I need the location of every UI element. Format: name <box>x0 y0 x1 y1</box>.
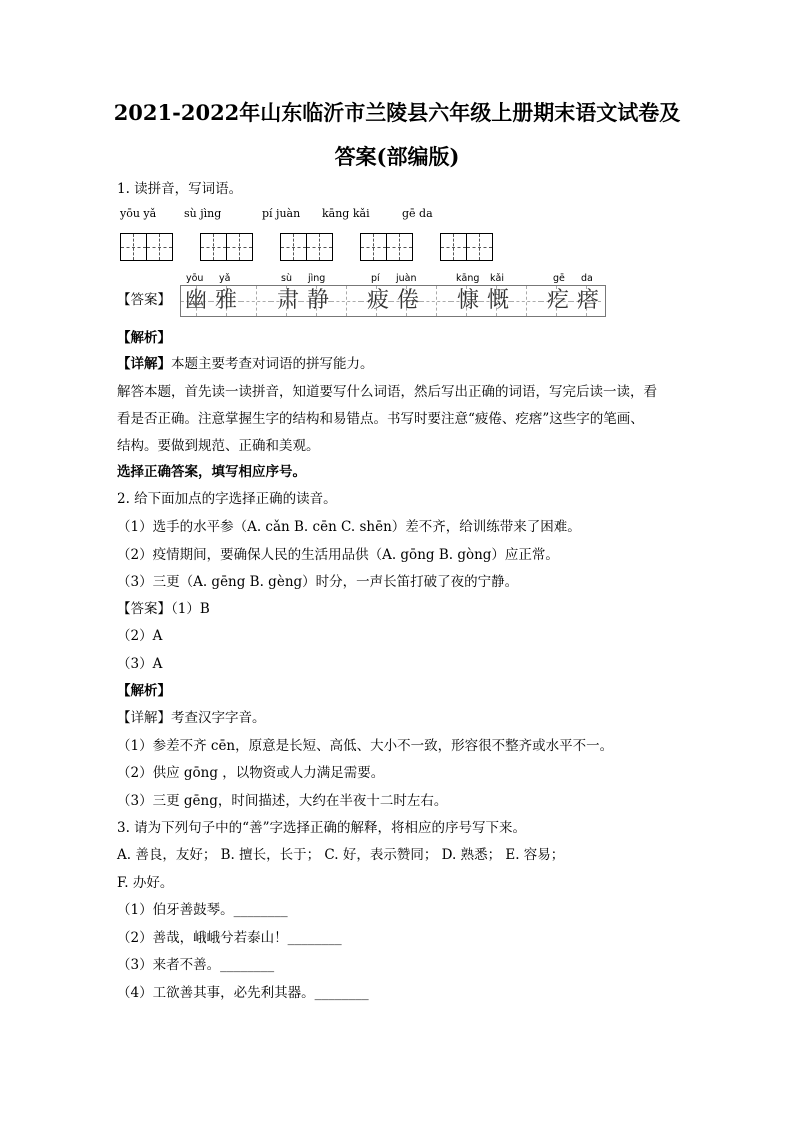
q1-answer-pinyin-3: sù <box>281 273 292 284</box>
q2-item-1: （1）选手的水平参（A. cǎn B. cēn C. shēn）差不齐，给训练带来了困难。 <box>117 519 581 535</box>
q1-answer-pinyin-8: kǎi <box>490 273 504 284</box>
q3-options-line-1: A. 善良，友好； B. 擅长，长于； C. 好，表示赞同； D. 熟悉； E. 容易； <box>117 847 565 863</box>
document-title-line2: 答案(部编版) <box>334 144 460 169</box>
q2-answer-3: （3）A <box>117 656 163 672</box>
q1-answer-char-3: 肃 <box>276 288 299 313</box>
q2-stem: 2. 给下面加点的字选择正确的读音。 <box>117 491 337 507</box>
q1-answer-char-9: 疙 <box>546 288 569 313</box>
q1-pinyin-3: pí juàn <box>262 207 301 220</box>
q1-answer-grid <box>180 285 606 317</box>
q1-answer-char-8: 慨 <box>486 288 509 313</box>
q1-answer-pinyin-9: gē <box>553 273 565 284</box>
q3-item-3: （3）来者不善。________ <box>117 957 275 973</box>
q1-detail <box>117 355 374 373</box>
q1-writing-box-4[interactable] <box>360 233 413 261</box>
q2-answer-1: 【答案】（1）B <box>117 601 210 617</box>
q1-answer-pinyin-1: yōu <box>186 273 204 284</box>
q2-explanation-3: （3）三更 gēng，时间描述，大约在半夜十二时左右。 <box>117 793 448 809</box>
q1-pinyin-5: gē da <box>402 207 433 220</box>
q1-explanation-line-2: 看是否正确。注意掌握生字的结构和易错点。书写时要注意“疲倦、疙瘩”这些字的笔画、 <box>117 411 644 427</box>
q1-answer-char-10: 瘩 <box>576 288 599 313</box>
q3-stem: 3. 请为下列句子中的“善”字选择正确的解释，将相应的序号写下来。 <box>117 820 526 836</box>
q1-writing-box-5[interactable] <box>440 233 493 261</box>
q1-answer-char-2: 雅 <box>214 288 237 313</box>
q1-answer-char-1: 幽 <box>184 288 207 313</box>
q1-answer-char-6: 倦 <box>396 288 419 313</box>
q1-pinyin-4: kāng kǎi <box>322 207 370 220</box>
q1-stem: 1. 读拼音，写词语。 <box>117 181 243 197</box>
q1-explanation-line-3: 结构。要做到规范、正确和美观。 <box>117 438 320 454</box>
q1-writing-box-3[interactable] <box>280 233 333 261</box>
q1-answer-char-5: 疲 <box>366 288 389 313</box>
q1-answer-pinyin-6: juàn <box>396 273 417 284</box>
q1-answer-pinyin-2: yǎ <box>219 273 231 284</box>
q2-explanation-2: （2）供应 gōng ，以物资或人力满足需要。 <box>117 765 385 781</box>
q1-analysis-label: 【解析】 <box>117 330 171 346</box>
q3-item-4: （4）工欲善其事，必先利其器。________ <box>117 985 369 1001</box>
q1-writing-box-2[interactable] <box>200 233 253 261</box>
document-title-line1: 2021-2022年山东临沂市兰陵县六年级上册期末语文试卷及 <box>113 100 681 125</box>
q1-answer-char-4: 静 <box>306 288 329 313</box>
q1-detail-text: 本题主要考查对词语的拼写能力。 <box>171 356 374 372</box>
q2-item-2: （2）疫情期间，要确保人民的生活用品供（A. gōng B. gòng）应正常。 <box>117 547 559 563</box>
q1-pinyin-2: sù jìng <box>184 207 222 220</box>
q2-analysis-label: 【解析】 <box>117 683 171 699</box>
q1-bold-note: 选择正确答案，填写相应序号。 <box>117 464 306 480</box>
q1-answer-label: 【答案】 <box>117 292 171 308</box>
q2-item-3: （3）三更（A. gēng B. gèng）时分，一声长笛打破了夜的宁静。 <box>117 574 519 590</box>
q1-writing-box-1[interactable] <box>120 233 173 261</box>
q3-options-line-2: F. 办好。 <box>117 875 174 891</box>
q1-answer-pinyin-5: pí <box>371 273 380 284</box>
q1-detail-label: 【详解】 <box>117 356 171 372</box>
q1-answer-pinyin-4: jìng <box>308 273 326 284</box>
q1-answer-pinyin-7: kāng <box>456 273 480 284</box>
q2-explanation-1: （1）参差不齐 cēn，原意是长短、高低、大小不一致，形容很不整齐或水平不一。 <box>117 738 614 754</box>
q3-item-2: （2）善哉，峨峨兮若泰山！________ <box>117 930 342 946</box>
q1-pinyin-1: yōu yǎ <box>120 207 157 220</box>
q3-item-1: （1）伯牙善鼓琴。________ <box>117 902 288 918</box>
q2-answer-2: （2）A <box>117 628 163 644</box>
q2-detail: 【详解】考查汉字字音。 <box>117 710 266 726</box>
q1-answer-pinyin-10: da <box>581 273 593 284</box>
q1-explanation-line-1: 解答本题，首先读一读拼音，知道要写什么词语，然后写出正确的词语，写完后读一读，看 <box>117 384 657 400</box>
q1-answer-char-7: 慷 <box>456 288 479 313</box>
